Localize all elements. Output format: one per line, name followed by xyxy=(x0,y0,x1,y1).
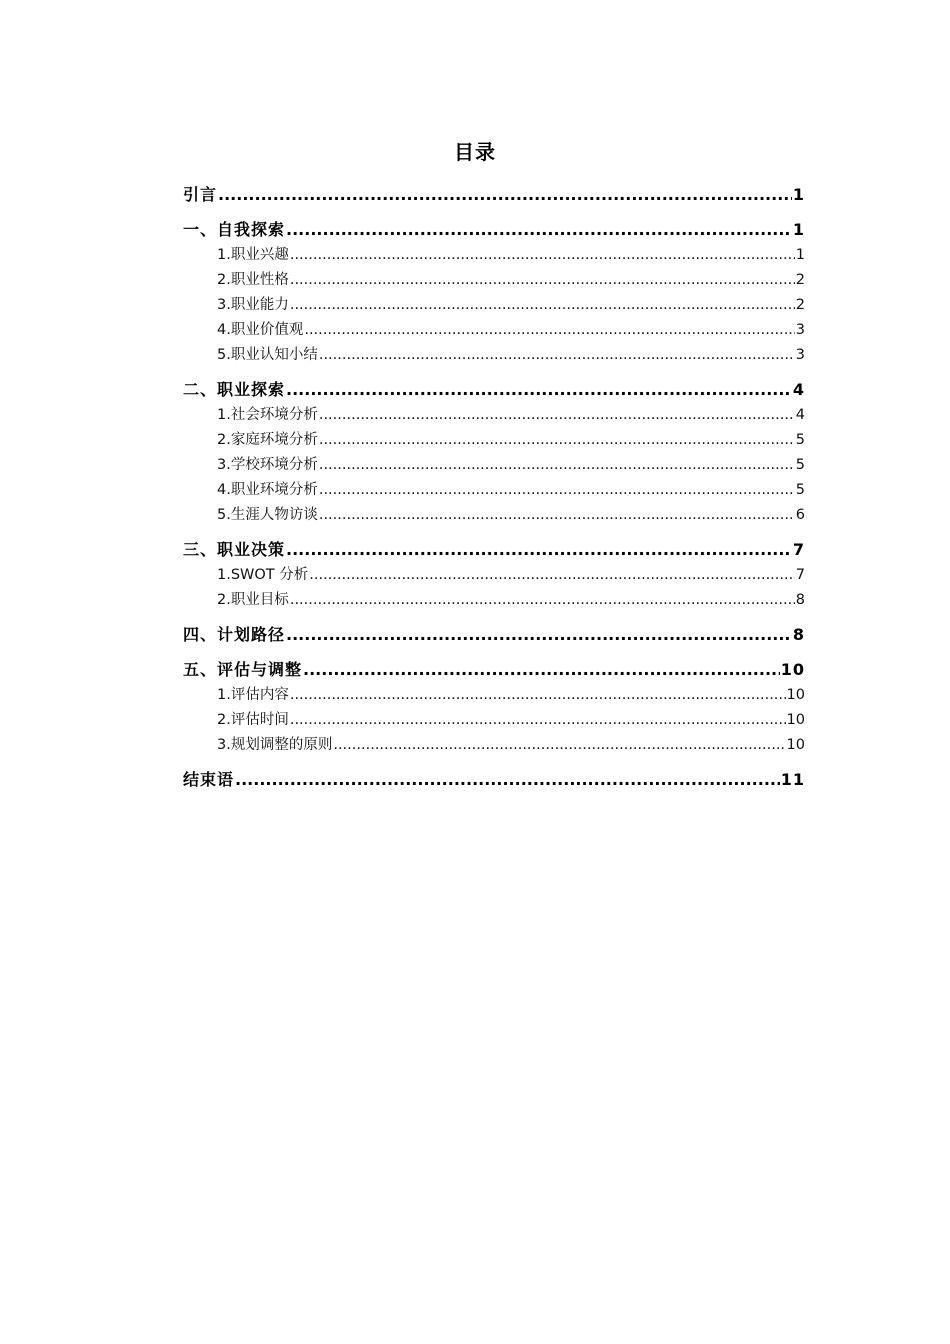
toc-entry-page: 4 xyxy=(792,380,805,399)
toc-subentry-label: 2.家庭环境分析 xyxy=(217,432,318,448)
toc-subentry-page: 5 xyxy=(795,457,805,473)
dot-leader xyxy=(286,217,792,243)
dot-leader xyxy=(304,318,794,343)
toc-subentry[interactable] xyxy=(183,563,805,588)
toc-subentry-label: 3.学校环境分析 xyxy=(217,457,318,473)
toc-entry-label: 引言 xyxy=(183,185,218,204)
toc-subentry-label: 2.职业性格 xyxy=(217,272,289,288)
toc-entry[interactable] xyxy=(183,537,805,563)
toc-subentry-page: 4 xyxy=(795,407,805,423)
toc-entry-page: 11 xyxy=(780,770,805,789)
toc-entry-label: 一、自我探索 xyxy=(183,220,286,239)
dot-leader xyxy=(319,478,795,503)
toc-subentry[interactable] xyxy=(183,683,805,708)
toc-subentry-label: 4.职业环境分析 xyxy=(217,482,318,498)
toc-entry[interactable] xyxy=(183,182,805,208)
dot-leader xyxy=(333,733,785,758)
toc-subentry[interactable] xyxy=(183,428,805,453)
toc-entry[interactable] xyxy=(183,622,805,648)
dot-leader xyxy=(286,537,792,563)
toc-entry-label: 四、计划路径 xyxy=(183,625,286,644)
toc-subentry-label: 5.生涯人物访谈 xyxy=(217,507,318,523)
dot-leader xyxy=(286,377,792,403)
dot-leader xyxy=(290,588,795,613)
dot-leader xyxy=(286,622,792,648)
toc-subentry-label: 2.评估时间 xyxy=(217,712,289,728)
toc-subentry-page: 2 xyxy=(795,272,805,288)
toc-subentry-page: 2 xyxy=(795,297,805,313)
dot-leader xyxy=(319,503,795,528)
toc-entry[interactable] xyxy=(183,767,805,793)
toc-subentry-page: 3 xyxy=(795,322,805,338)
dot-leader xyxy=(290,268,795,293)
toc-entry-label: 二、职业探索 xyxy=(183,380,286,399)
toc-entry-label: 结束语 xyxy=(183,770,235,789)
toc-subentry-page: 7 xyxy=(795,567,805,583)
toc-subentry-page: 5 xyxy=(795,432,805,448)
toc-subentry[interactable] xyxy=(183,588,805,613)
toc-subentry[interactable] xyxy=(183,453,805,478)
toc-subentry-page: 10 xyxy=(786,712,805,728)
toc-entry-label: 三、职业决策 xyxy=(183,540,286,559)
dot-leader xyxy=(319,343,795,368)
table-of-contents xyxy=(183,182,805,793)
dot-leader xyxy=(290,293,795,318)
toc-subentry-label: 3.职业能力 xyxy=(217,297,289,313)
toc-subentry[interactable] xyxy=(183,708,805,733)
toc-subentry[interactable] xyxy=(183,293,805,318)
dot-leader xyxy=(319,428,795,453)
toc-subentry-label: 1.职业兴趣 xyxy=(217,247,289,263)
toc-subentry-label: 4.职业价值观 xyxy=(217,322,304,338)
toc-subentry-page: 6 xyxy=(795,507,805,523)
dot-leader xyxy=(309,563,795,588)
toc-subentry-page: 5 xyxy=(795,482,805,498)
toc-entry[interactable] xyxy=(183,657,805,683)
toc-subentry-page: 10 xyxy=(786,737,805,753)
toc-subentry-page: 10 xyxy=(786,687,805,703)
toc-entry-page: 8 xyxy=(792,625,805,644)
toc-subentry-page: 8 xyxy=(795,592,805,608)
toc-entry[interactable] xyxy=(183,377,805,403)
toc-subentry-page: 3 xyxy=(795,347,805,363)
toc-subentry-page: 1 xyxy=(795,247,805,263)
toc-subentry[interactable] xyxy=(183,503,805,528)
dot-leader xyxy=(319,403,795,428)
toc-entry-page: 7 xyxy=(792,540,805,559)
toc-subentry-label: 1.SWOT 分析 xyxy=(217,567,309,583)
dot-leader xyxy=(235,767,780,793)
toc-subentry[interactable] xyxy=(183,733,805,758)
toc-title: 目录 xyxy=(454,140,496,164)
toc-subentry[interactable] xyxy=(183,243,805,268)
toc-subentry[interactable] xyxy=(183,268,805,293)
dot-leader xyxy=(319,453,795,478)
toc-entry-page: 1 xyxy=(792,185,805,204)
toc-subentry[interactable] xyxy=(183,478,805,503)
dot-leader xyxy=(290,683,786,708)
toc-subentry-label: 2.职业目标 xyxy=(217,592,289,608)
toc-subentry-label: 5.职业认知小结 xyxy=(217,347,318,363)
dot-leader xyxy=(290,708,786,733)
toc-entry-page: 10 xyxy=(780,660,805,679)
toc-subentry-label: 1.评估内容 xyxy=(217,687,289,703)
toc-entry-label: 五、评估与调整 xyxy=(183,660,303,679)
toc-subentry[interactable] xyxy=(183,403,805,428)
toc-entry[interactable] xyxy=(183,217,805,243)
dot-leader xyxy=(290,243,795,268)
toc-subentry-label: 3.规划调整的原则 xyxy=(217,737,333,753)
dot-leader xyxy=(218,182,792,208)
toc-entry-page: 1 xyxy=(792,220,805,239)
toc-subentry-label: 1.社会环境分析 xyxy=(217,407,318,423)
toc-subentry[interactable] xyxy=(183,343,805,368)
dot-leader xyxy=(303,657,780,683)
toc-subentry[interactable] xyxy=(183,318,805,343)
